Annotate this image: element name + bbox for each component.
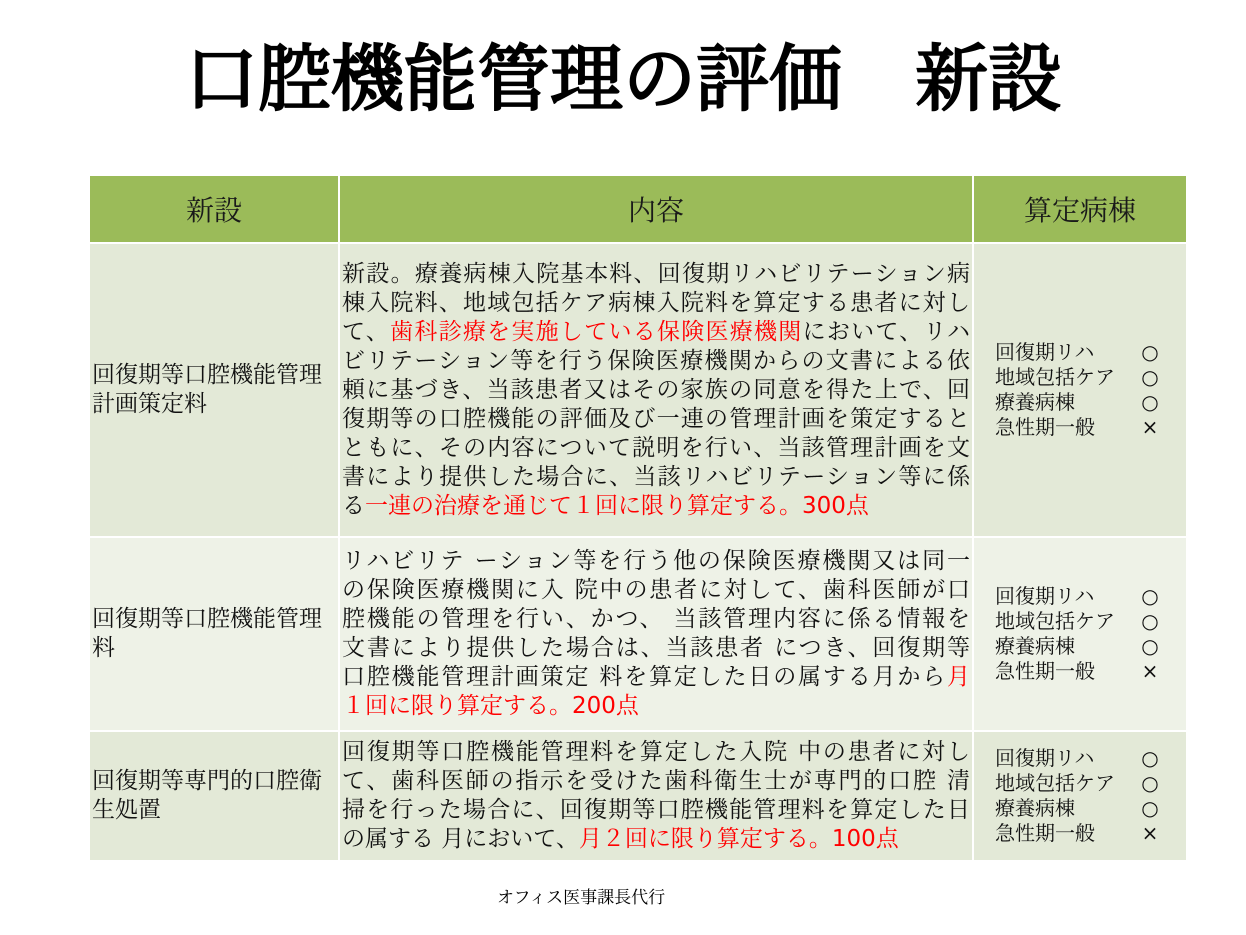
- ward-item: [974, 659, 1186, 684]
- item-name-cell: [90, 244, 338, 536]
- ward-name: 療養病棟: [995, 390, 1075, 414]
- ward-name: 急性期一般: [995, 821, 1095, 845]
- content-text: る: [342, 492, 365, 519]
- content-line: [342, 767, 970, 796]
- highlighted-text: 一連の治療を通じて１回に限り算定する。300点: [365, 492, 869, 519]
- content-text: の保険医療機関に入 院中の患者に対して、歯科医師が口: [342, 577, 970, 603]
- ward-item: [974, 821, 1186, 846]
- footer-credit: オフィス医事課長代行: [497, 888, 666, 908]
- content-text: て、: [342, 318, 391, 345]
- content-text: の属する 月において、: [342, 826, 579, 852]
- ward-name: 急性期一般: [995, 659, 1095, 683]
- content-line: [342, 318, 970, 347]
- ward-item: [974, 746, 1186, 771]
- content-line: [342, 260, 970, 289]
- not-applicable-mark: ×: [1141, 659, 1159, 683]
- ward-item: [974, 340, 1186, 365]
- content-line: [342, 405, 970, 434]
- applicable-mark: ○: [1141, 796, 1159, 820]
- content-line: [342, 289, 970, 318]
- ward-item: [974, 365, 1186, 390]
- applicable-mark: ○: [1141, 365, 1159, 389]
- item-name: 回復期等専門的口腔衛生処置: [92, 768, 322, 823]
- content-text: 文書により提供した場合は、当該患者 につき、回復期等: [342, 635, 970, 661]
- content-text: 口腔機能管理計画策定 料を算定した日の属する月から: [342, 664, 947, 690]
- applicable-mark: ○: [1141, 340, 1159, 364]
- content-line: [342, 634, 970, 663]
- ward-item: [974, 634, 1186, 659]
- content-text: て、歯科医師の指示を受けた歯科衛生士が専門的口腔 清: [342, 768, 970, 794]
- ward-name: 療養病棟: [995, 796, 1075, 820]
- content-line: [342, 738, 970, 767]
- highlighted-text: 歯科診療を実施している保険医療機関: [390, 318, 803, 345]
- ward-item: [974, 609, 1186, 634]
- highlighted-text: １回に限り算定する。200点: [342, 693, 639, 719]
- item-name: 回復期等口腔機能管理計画策定料: [92, 362, 322, 417]
- content-text: ともに、その内容について説明を行い、当該管理計画を文: [342, 434, 970, 461]
- content-line: [342, 492, 970, 521]
- applicable-mark: ○: [1141, 390, 1159, 414]
- ward-name: 急性期一般: [995, 415, 1095, 439]
- ward-item: [974, 390, 1186, 415]
- content-line: [342, 663, 970, 692]
- content-text: 頼に基づき、当該患者又はその家族の同意を得た上で、回: [342, 376, 970, 403]
- applicable-mark: ○: [1141, 771, 1159, 795]
- ward-name: 回復期リハ: [995, 584, 1095, 608]
- header-cell-wards: 算定病棟: [974, 176, 1186, 242]
- content-text: 書により提供した場合に、当該リハビリテーション等に係: [342, 463, 970, 490]
- content-text: 回復期等口腔機能管理料を算定した入院 中の患者に対し: [342, 739, 970, 765]
- item-content-cell: [340, 538, 972, 730]
- item-name-cell: [90, 538, 338, 730]
- ward-list-cell: [974, 244, 1186, 536]
- item-content-cell: [340, 732, 972, 860]
- applicable-mark: ○: [1141, 609, 1159, 633]
- ward-name: 療養病棟: [995, 634, 1075, 658]
- highlighted-text: 月２回に限り算定する。100点: [578, 826, 899, 852]
- ward-item: [974, 584, 1186, 609]
- ward-item: [974, 771, 1186, 796]
- item-content-cell: [340, 244, 972, 536]
- slide-title: 口腔機能管理の評価 新設: [185, 37, 1061, 122]
- content-line: [342, 692, 970, 721]
- header-cell-new-item: 新設: [90, 176, 338, 242]
- ward-name: 地域包括ケア: [995, 771, 1115, 795]
- content-text: 腔機能の管理を行い、かつ、 当該管理内容に係る情報を: [342, 606, 970, 632]
- content-text: 復期等の口腔機能の評価及び一連の管理計画を策定すると: [342, 405, 970, 432]
- content-text: 新設。療養病棟入院基本料、回復期リハビリテーション病: [342, 260, 970, 287]
- ward-name: 地域包括ケア: [995, 609, 1115, 633]
- content-text: 掃を行った場合に、回復期等口腔機能管理料を算定した日: [342, 797, 970, 823]
- ward-list-cell: [974, 732, 1186, 860]
- content-line: [342, 796, 970, 825]
- ward-name: 回復期リハ: [995, 340, 1095, 364]
- item-name: 回復期等口腔機能管理料: [92, 606, 322, 661]
- ward-list-cell: [974, 538, 1186, 730]
- header-cell-content: 内容: [340, 176, 972, 242]
- ward-name: 地域包括ケア: [995, 365, 1115, 389]
- ward-name: 回復期リハ: [995, 746, 1095, 770]
- content-line: [342, 605, 970, 634]
- content-line: [342, 376, 970, 405]
- content-line: [342, 463, 970, 492]
- not-applicable-mark: ×: [1141, 821, 1159, 845]
- content-text: リハビリテ ーション等を行う他の保険医療機関又は同一: [342, 548, 970, 574]
- not-applicable-mark: ×: [1141, 415, 1159, 439]
- ward-item: [974, 796, 1186, 821]
- content-line: [342, 576, 970, 605]
- content-text: 棟入院料、地域包括ケア病棟入院料を算定する患者に対し: [342, 289, 970, 316]
- applicable-mark: ○: [1141, 746, 1159, 770]
- applicable-mark: ○: [1141, 584, 1159, 608]
- content-line: [342, 547, 970, 576]
- content-text: において、リハ: [802, 318, 970, 345]
- highlighted-text: 月: [947, 664, 970, 690]
- item-name-cell: [90, 732, 338, 860]
- applicable-mark: ○: [1141, 634, 1159, 658]
- ward-item: [974, 415, 1186, 440]
- content-text: ビリテーション等を行う保険医療機関からの文書による依: [342, 347, 970, 374]
- content-line: [342, 347, 970, 376]
- content-line: [342, 434, 970, 463]
- content-line: [342, 825, 970, 854]
- evaluation-table: [90, 176, 1186, 860]
